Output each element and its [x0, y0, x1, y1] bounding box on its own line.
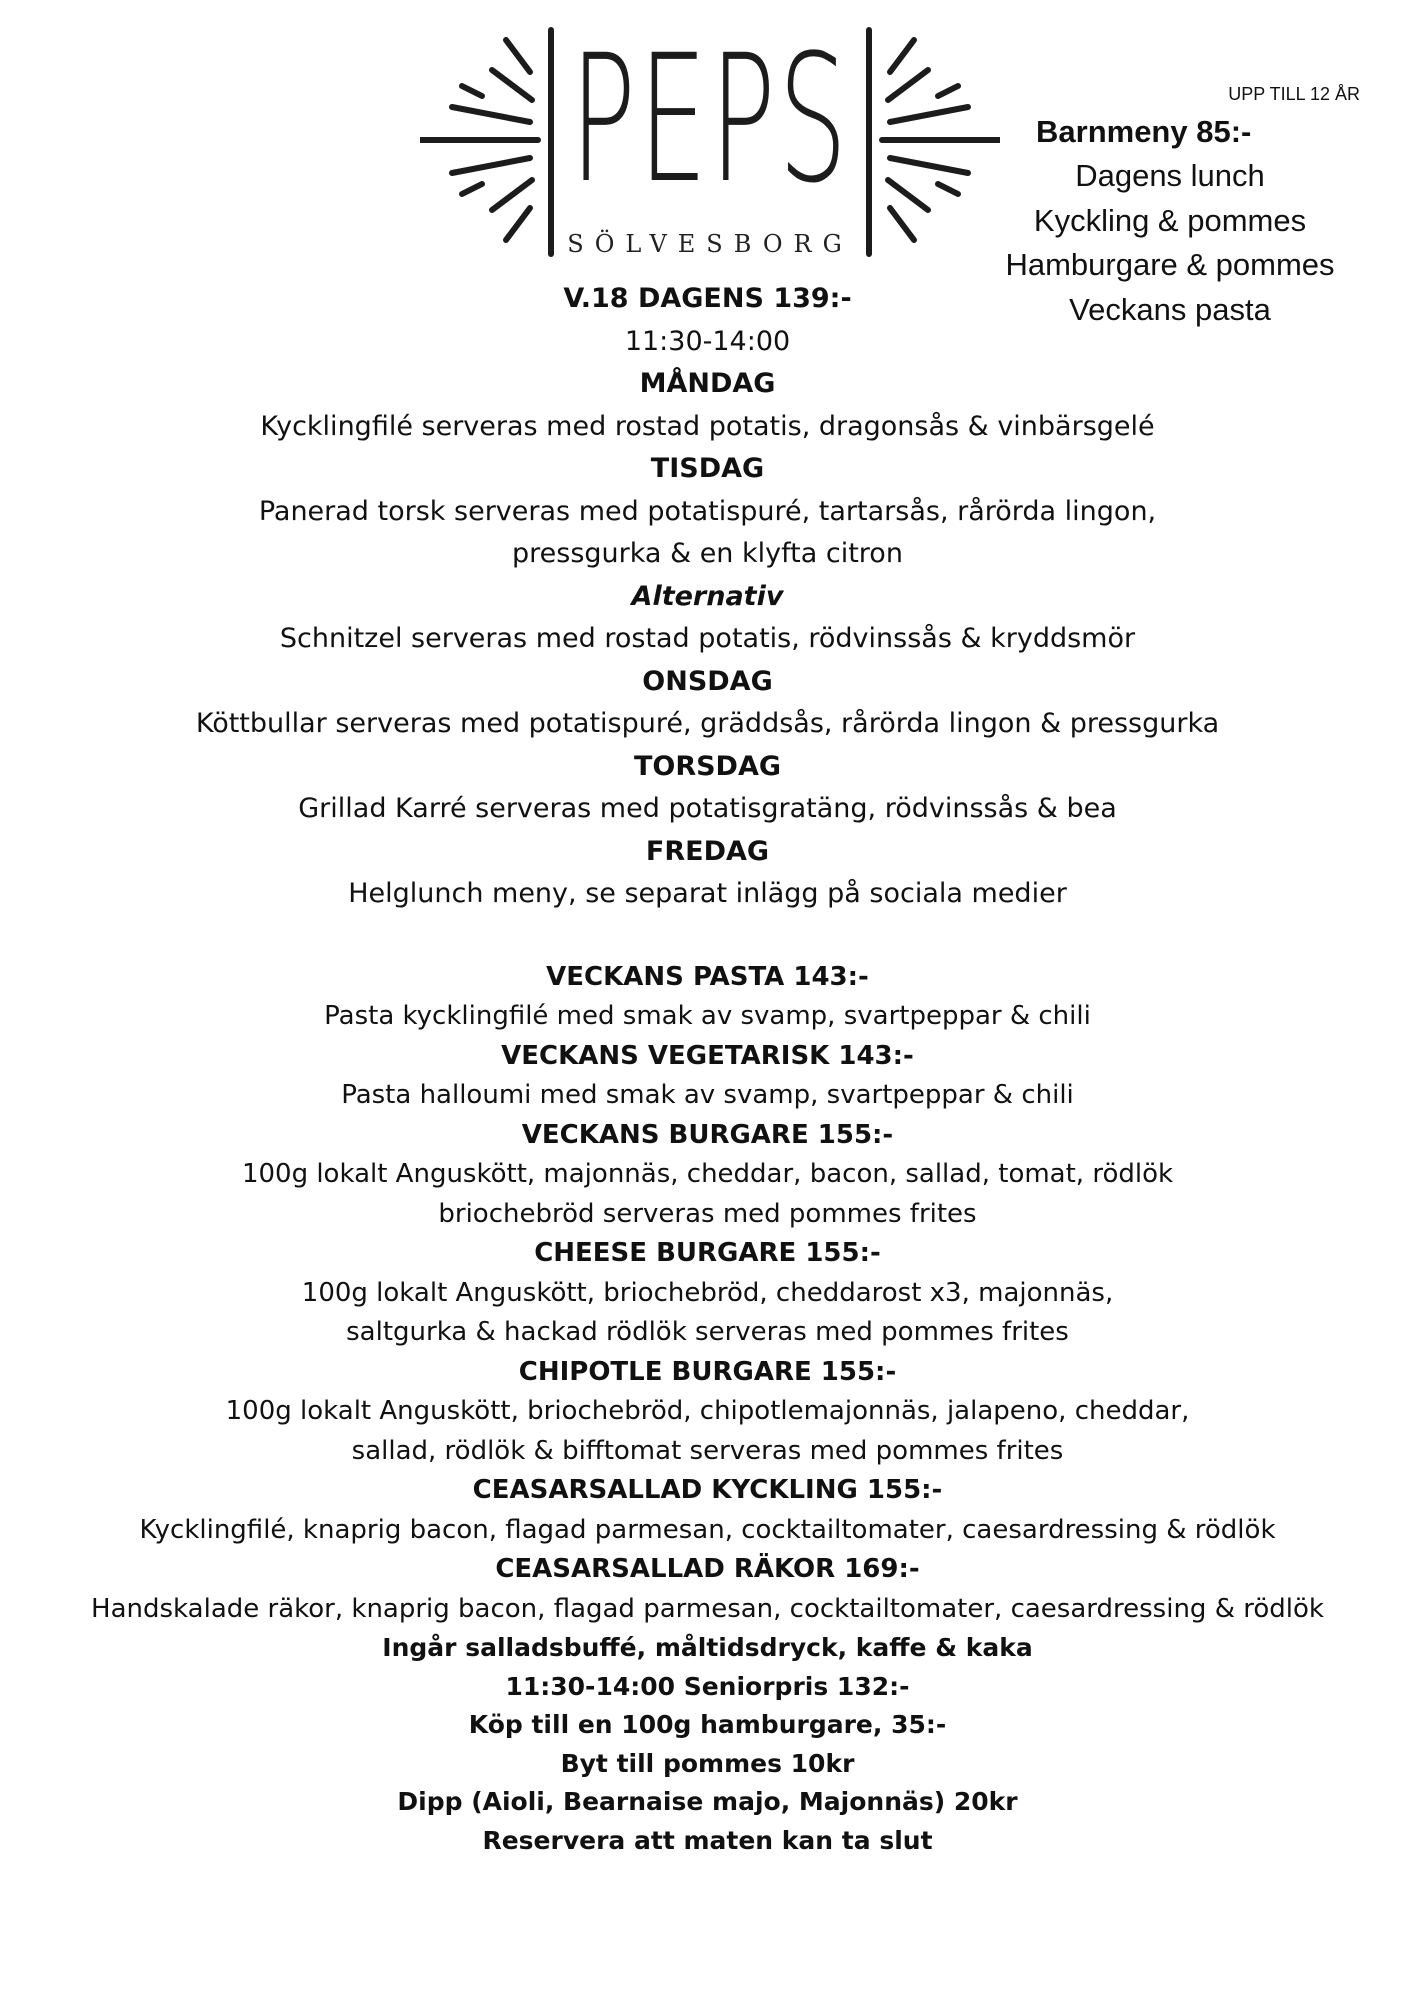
day-dish: Grillad Karré serveras med potatisgratäng, rödvinssås & bea — [298, 793, 1117, 824]
special-description: Handskalade räkor, knaprig bacon, flagad parmesan, cocktailtomater, caesardressing & rödlök — [91, 1593, 1324, 1624]
special-title: CHIPOTLE BURGARE 155:- — [518, 1356, 897, 1387]
kids-menu-item: Kyckling & pommes — [1033, 202, 1307, 238]
day-dish: Schnitzel serveras med rostad potatis, rödvinssås & kryddsmör — [279, 623, 1136, 654]
day-heading: MÅNDAG — [639, 368, 776, 399]
kids-menu-item: Dagens lunch — [1075, 158, 1265, 193]
special-title: VECKANS VEGETARISK 143:- — [501, 1040, 914, 1071]
special-description: Kycklingfilé, knaprig bacon, flagad parmesan, cocktailtomater, caesardressing & rödlök — [139, 1514, 1276, 1545]
special-title: CEASARSALLAD KYCKLING 155:- — [472, 1475, 943, 1505]
day-heading: ONSDAG — [642, 665, 773, 697]
day-heading: TORSDAG — [633, 750, 782, 782]
footer-note: Reservera att maten kan ta slut — [482, 1825, 933, 1855]
special-description: sallad, rödlök & bifftomat serveras med pommes frites — [351, 1435, 1064, 1466]
special-title: VECKANS PASTA 143:- — [546, 961, 869, 992]
special-description: 100g lokalt Anguskött, majonnäs, cheddar, bacon, sallad, tomat, rödlök — [241, 1159, 1174, 1189]
special-description: Pasta kycklingfilé med smak av svamp, svartpeppar & chili — [324, 1001, 1091, 1031]
kids-menu-item: Veckans pasta — [1069, 291, 1271, 327]
day-dish: Helglunch meny, se separat inlägg på sociala medier — [348, 878, 1067, 909]
special-title: CHEESE BURGARE 155:- — [534, 1238, 881, 1268]
week-title: V.18 DAGENS 139:- — [563, 283, 852, 314]
footer-note: Byt till pommes 10kr — [560, 1748, 855, 1778]
kids-menu-title: Barnmeny 85:- — [1036, 114, 1252, 149]
footer-note: Ingår salladsbuffé, måltidsdryck, kaffe & kaka — [382, 1633, 1033, 1662]
special-title: CEASARSALLAD RÄKOR 169:- — [495, 1554, 920, 1584]
special-description: Pasta halloumi med smak av svamp, svartpeppar & chili — [341, 1080, 1074, 1110]
day-dish: Kycklingfilé serveras med rostad potatis, dragonsås & vinbärsgelé — [260, 410, 1155, 442]
peps-logo — [420, 17, 1000, 267]
footer-note: 11:30-14:00 Seniorpris 132:- — [505, 1671, 910, 1701]
day-dish: pressgurka & en klyfta citron — [512, 538, 903, 569]
special-description: 100g lokalt Anguskött, briochebröd, cheddarost x3, majonnäs, — [301, 1277, 1114, 1308]
logo-wordmark: PEPS — [570, 17, 850, 222]
footer-note: Dipp (Aioli, Bearnaise majo, Majonnäs) 20kr — [397, 1787, 1018, 1816]
lunch-menu — [60, 278, 1355, 1860]
kids-menu-item: Hamburgare & pommes — [1005, 247, 1335, 282]
special-description: briochebröd serveras med pommes frites — [438, 1198, 977, 1229]
special-title: VECKANS BURGARE 155:- — [521, 1119, 894, 1150]
section-gap — [60, 916, 1355, 958]
alternative-heading: Alternativ — [631, 580, 784, 612]
day-heading: FREDAG — [645, 835, 770, 867]
logo-location: SÖLVESBORG — [567, 230, 853, 258]
day-heading: TISDAG — [650, 453, 765, 484]
day-dish: Köttbullar serveras med potatispuré, gräddsås, rårörda lingon & pressgurka — [195, 708, 1220, 739]
day-dish: Panerad torsk serveras med potatispuré, tartarsås, rårörda lingon, — [258, 495, 1157, 527]
footer-note: Köp till en 100g hamburgare, 35:- — [468, 1710, 947, 1739]
special-description: saltgurka & hackad rödlök serveras med pommes frites — [346, 1317, 1069, 1347]
special-description: 100g lokalt Anguskött, briochebröd, chipotlemajonnäs, jalapeno, cheddar, — [225, 1396, 1190, 1426]
lunch-hours: 11:30-14:00 — [624, 325, 791, 357]
kids-age-note: UPP TILL 12 ÅR — [1228, 84, 1360, 104]
